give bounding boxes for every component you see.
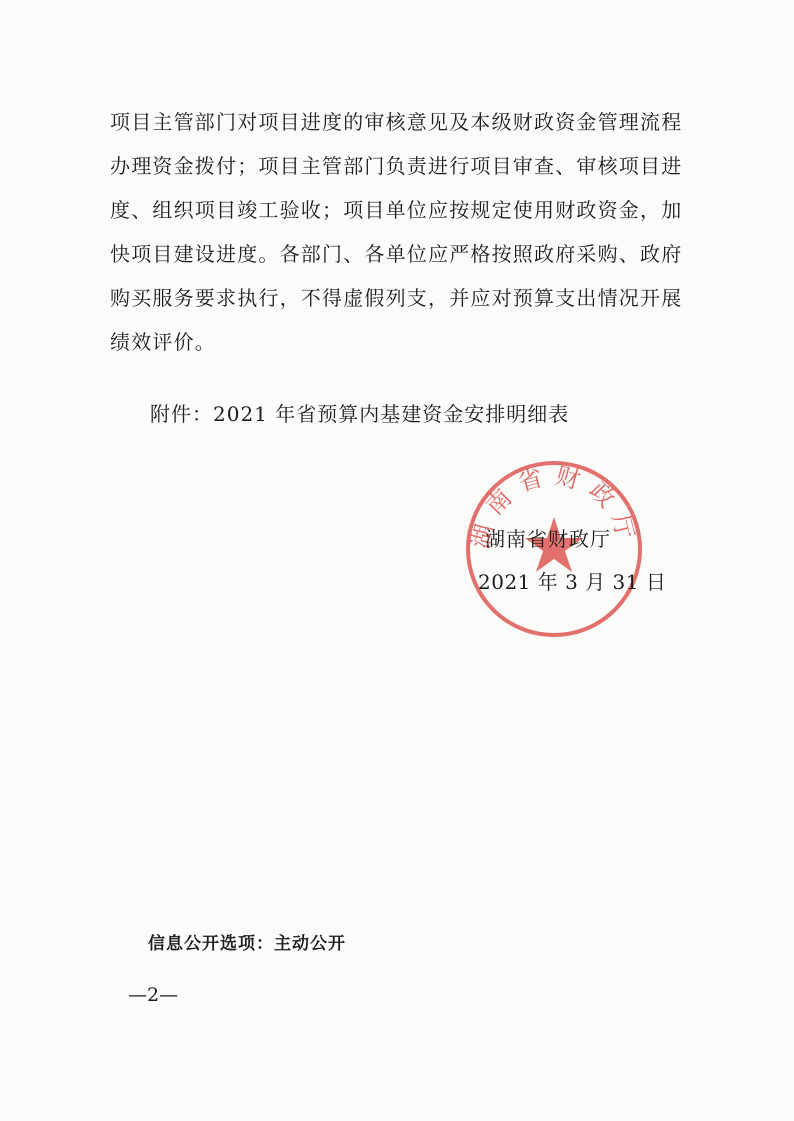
body-line-1: 项目主管部门对项目进度的审核意见及本级财政资金管理流程 [110, 110, 683, 134]
page-number: —2— [128, 984, 179, 1006]
body-line-5: 购买服务要求执行，不得虚假列支，并应对预算支出情况开展 [110, 286, 683, 310]
attachment-line: 附件：2021 年省预算内基建资金安排明细表 [150, 402, 570, 426]
svg-text:湖南省财政厅: 湖南省财政厅 [466, 461, 642, 552]
issuer-name: 湖南省财政厅 [485, 527, 611, 551]
body-line-4: 快项目建设进度。各部门、各单位应严格按照政府采购、政府 [110, 242, 683, 266]
issue-date: 2021 年 3 月 31 日 [478, 570, 667, 594]
body-line-2: 办理资金拨付；项目主管部门负责进行项目审查、审核项目进 [110, 154, 683, 178]
disclosure-option: 信息公开选项：主动公开 [148, 934, 346, 954]
body-line-6: 绩效评价。 [110, 330, 216, 354]
body-paragraph [110, 100, 710, 364]
body-line-3: 度、组织项目竣工验收；项目单位应按规定使用财政资金，加 [110, 198, 683, 222]
